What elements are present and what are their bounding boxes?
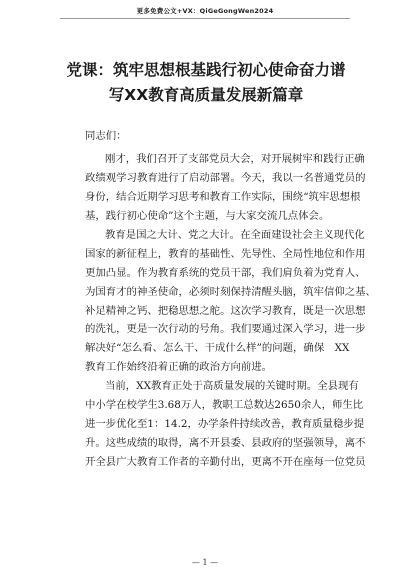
title-line-1: 党课：筑牢思想根基践行初心使命奋力谱 (66, 61, 346, 79)
paragraph-3-line: 当前，XX教育正处于高质量发展的关键时期。全县现有 (105, 380, 359, 393)
title-line-2: 写XX教育高质量发展新篇章 (108, 86, 304, 104)
paragraph-2-line: 补足精神之钙、把稳思想之舵。这次学习教育，既是一次思想 (85, 304, 366, 317)
header-divider (60, 18, 350, 19)
paragraph-2-line: 的洗礼，更是一次行动的号角。我们要通过深入学习，进一步 (85, 323, 366, 336)
paragraph-2-line: 教育是国之大计、党之大计。在全面建设社会主义现代化 (105, 228, 365, 241)
paragraph-2-line: 为国育才的神圣使命，必须时刻保持清醒头脑，筑牢信仰之基、 (85, 285, 376, 298)
paragraph-2-line: 国家的新征程上，教育的基础性、先导性、全局性地位和作用 (85, 247, 366, 260)
paragraph-2-line: 更加凸显。作为教育系统的党员干部，我们肩负着为党育人、 (85, 266, 366, 279)
document-title (56, 58, 356, 108)
paragraph-3-line: 中小学在校学生3.68万人，教职工总数达2650余人，师生比 (85, 399, 364, 412)
paragraph-3-line: 开全县广大教育工作者的辛勤付出，更离不开在座每一位党员 (85, 456, 366, 468)
paragraph-3-line: 进一步优化至1：14.2，办学条件持续改善，教育质量稳步提 (85, 418, 365, 431)
paragraph-1-line: 基，践行初心使命”这个主题，与大家交流几点体会。 (85, 209, 330, 222)
paragraph-2-line: 教育工作始终沿着正确的政治方向前进。 (85, 361, 273, 374)
body-text (85, 150, 376, 472)
paragraph-3-line: 升。这些成绩的取得，离不开县委、县政府的坚强领导，离不 (85, 437, 366, 450)
paragraph-2-line: 解决好“怎么看、怎么干、干成什么样”的问题，确保 XX (85, 342, 350, 355)
header-banner: 更多免费公文+VX：QiGeGongWen2024 (136, 7, 274, 15)
page-number: — 1 — (191, 558, 219, 567)
paragraph-1-line: 刚才，我们召开了支部党员大会，对开展树牢和践行正确 (105, 153, 365, 165)
salutation: 同志们： (85, 130, 127, 142)
paragraph-1-line: 政绩观学习教育进行了启动部署。今天，我以一名普通党员的 (85, 171, 366, 184)
paragraph-1-line: 身份，结合近期学习思考和教育工作实际，围绕“筑牢思想根 (85, 190, 361, 203)
